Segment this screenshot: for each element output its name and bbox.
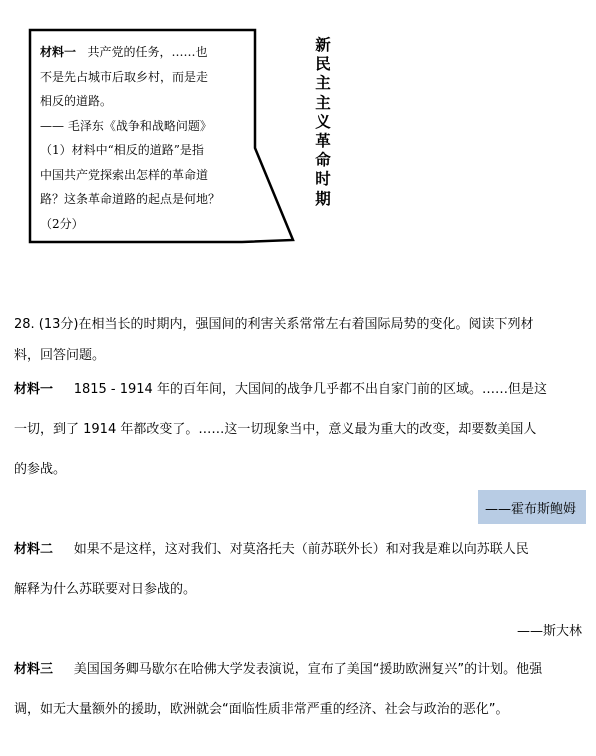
question-intro: 料，回答问题。: [14, 348, 106, 363]
material1-text: 共产党的任务，……也: [87, 45, 208, 59]
material1-text: 相反的道路。: [40, 94, 113, 108]
bubble-content: [40, 40, 246, 236]
material-text: 美国国务卿马歇尔在哈佛大学发表演说，宣布了美国“援助欧洲复兴”的计划。他强: [73, 662, 543, 677]
question-line: （1）材料中“相反的道路”是指: [40, 143, 204, 157]
material-text: 1815 - 1914 年的百年间，大国间的战争几乎都不出自家门前的区域。……但是这: [73, 382, 547, 397]
question-line: 中国共产党探索出怎样的革命道: [40, 167, 209, 182]
material-source: ——霍布斯鲍姆: [484, 502, 576, 517]
material1-source: —— 毛泽东《战争和战略问题》: [40, 118, 212, 133]
material-label: 材料三: [14, 662, 54, 677]
period-title: 新 民 主 主 义 革 命 时 期: [315, 36, 331, 208]
material-text: 如果不是这样，这对我们、对莫洛托夫（前苏联外长）和对我是难以向苏联人民: [73, 542, 529, 557]
material-source: ——斯大林: [516, 624, 582, 639]
material-text: 调，如无大量额外的援助，欧洲就会“面临性质非常严重的经济、社会与政治的恶化”。: [14, 702, 509, 717]
material1-text: 不是先占城市后取乡村，而是走: [40, 69, 209, 84]
question-intro: 28. (13分)在相当长的时期内，强国间的利害关系常常左右着国际局势的变化。阅读下列材: [14, 317, 534, 332]
material-label: 材料一: [14, 382, 54, 397]
question-line: 路？这条革命道路的起点是何地？: [40, 192, 221, 206]
material-text: 的参战。: [14, 462, 67, 477]
question-points: （2分）: [40, 216, 84, 231]
source-highlight: [478, 490, 586, 524]
material-text: 一切，到了 1914 年都改变了。……这一切现象当中，意义最为重大的改变，却要数美国人: [14, 422, 537, 437]
material-label: 材料二: [14, 542, 54, 557]
material-text: 解释为什么苏联要对日参战的。: [14, 582, 197, 597]
material1-label: 材料一: [40, 45, 77, 59]
